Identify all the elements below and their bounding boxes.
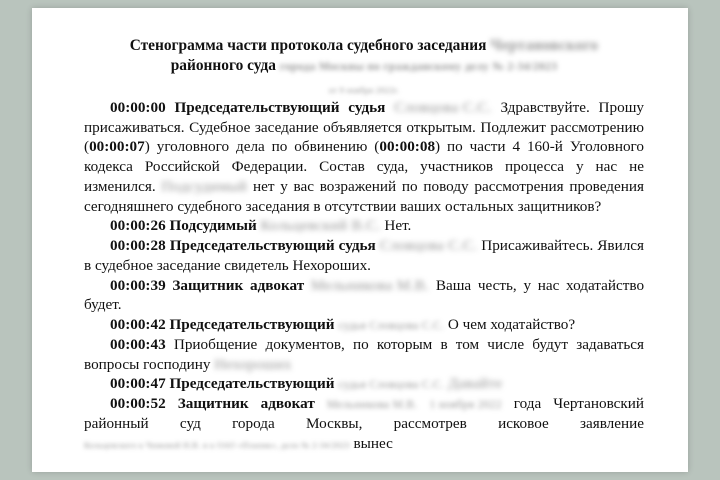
speaker-name-redaction: судья Словцова С.С. [338, 379, 445, 392]
speaker-name-redaction: Мельникова М.В. [326, 399, 418, 412]
speaker-role: Председательствующий [169, 316, 335, 334]
transcript-entry-2 [84, 216, 644, 236]
speaker-role: Подсудимый [169, 217, 257, 235]
entry-text-redaction: Давайте [447, 375, 503, 393]
timestamp: 00:00:00 [110, 98, 166, 116]
entry-text: года Чертановский районный суд города Москвы, рассмотрев исковое заявление [84, 395, 645, 432]
speaker-role: Защитник адвокат [177, 395, 315, 413]
document-title-line2-redaction: города Москвы по гражданскому делу № 2-34/2023 [279, 61, 558, 74]
person-redaction: Нехороших [214, 355, 292, 373]
entry-text-post: по части 4 160-й Уголовного кодекса Российской Федерации. Состав суда, участников процесса у нас не изменился. [84, 138, 644, 195]
document-title-line2: районного суда [170, 57, 276, 75]
speaker-name-redaction: Кольцевский В.С. [260, 217, 381, 235]
timestamp: 00:00:39 [110, 276, 166, 294]
timestamp-inline: 00:00:07 [89, 138, 145, 156]
entry-text: Ваша честь, у нас ходатайство будет. [84, 276, 645, 314]
timestamp: 00:00:47 [110, 375, 166, 393]
transcript-entry-8 [84, 394, 644, 453]
document-page [32, 8, 688, 472]
speaker-role: Председательствующий [169, 375, 335, 393]
timestamp: 00:00:28 [110, 237, 166, 255]
case-details-redaction: Кольцевского к Чижовой Н.В. и к ОАО «Планик», дело № 2-34/2023 [84, 439, 350, 450]
entry-text: Здравствуйте. Прошу присаживаться. Судебное заседание объявляется открытым. Подлежит рассмотрению [84, 98, 644, 136]
document-title [84, 36, 644, 77]
date-redaction: 1 ноября 2022 [429, 399, 502, 412]
entry-text: О чем ходатайство? [447, 316, 576, 334]
entry-text: Приобщение документов, по которым в том числе будут задаваться вопросы господину [84, 335, 645, 373]
speaker-name-redaction: Словцова С.С. [394, 98, 492, 116]
speaker-name-redaction: судья Словцова С.С. [338, 320, 445, 333]
speaker-role: Председательствующий судья [169, 237, 376, 255]
document-subheader-redaction: от 9 ноября 2022г. [328, 84, 400, 95]
transcript-entry-5 [84, 315, 644, 335]
entry-text: Присаживайтесь. Явился в судебное заседание свидетель Нехороших. [84, 237, 645, 274]
transcript-entry-3 [84, 236, 644, 276]
speaker-name-redaction: Словцова С.С. [379, 237, 478, 255]
timestamp: 00:00:52 [110, 395, 166, 413]
document-title-line1: Стенограмма части протокола судебного заседания [129, 37, 487, 54]
entry-text: Нет. [384, 217, 412, 235]
document-title-line1-redaction: Чертановского [490, 37, 599, 54]
document-body [84, 36, 644, 453]
timestamp: 00:00:42 [110, 316, 166, 334]
timestamp-inline-2: 00:00:08 [379, 138, 436, 156]
transcript-entry-4 [84, 276, 644, 316]
timestamp: 00:00:43 [110, 335, 166, 353]
entry-text-end: вынес [353, 434, 393, 452]
speaker-role: Защитник адвокат [172, 276, 305, 294]
transcript-entry-7 [84, 374, 644, 394]
document-subheader [84, 79, 644, 98]
transcript-entry-1: 00:00:00 Председательствующий судья Словцова С.С. Здравствуйте. Прошу присаживаться. Судебное заседание объявляется открытым. Подлежит рассмотрению (00:00:07) уголовного дела по обвинению (00:00:08) по части 4 160-й Уголовного кодекса Российской Федерации. Состав суда, участников процесса у нас не изменился. Подсудимый нет у вас возражений по поводу рассмотрения проведения сегодняшнего судебного заседания в отсутствии ваших остальных защитников? [84, 98, 644, 215]
entry-text-continued: нет у вас возражений по поводу рассмотрения проведения сегодняшнего судебного заседания в отсутствии ваших остальных защитников? [84, 177, 644, 215]
speaker-name-redaction: Мельникова М.В. [310, 276, 430, 294]
transcript-entry-6 [84, 335, 644, 375]
speaker-role: Председательствующий судья [174, 98, 386, 116]
party-redaction: Подсудимый [161, 177, 248, 195]
timestamp: 00:00:26 [110, 217, 166, 235]
entry-text-pre: уголовного дела по обвинению [156, 138, 368, 156]
